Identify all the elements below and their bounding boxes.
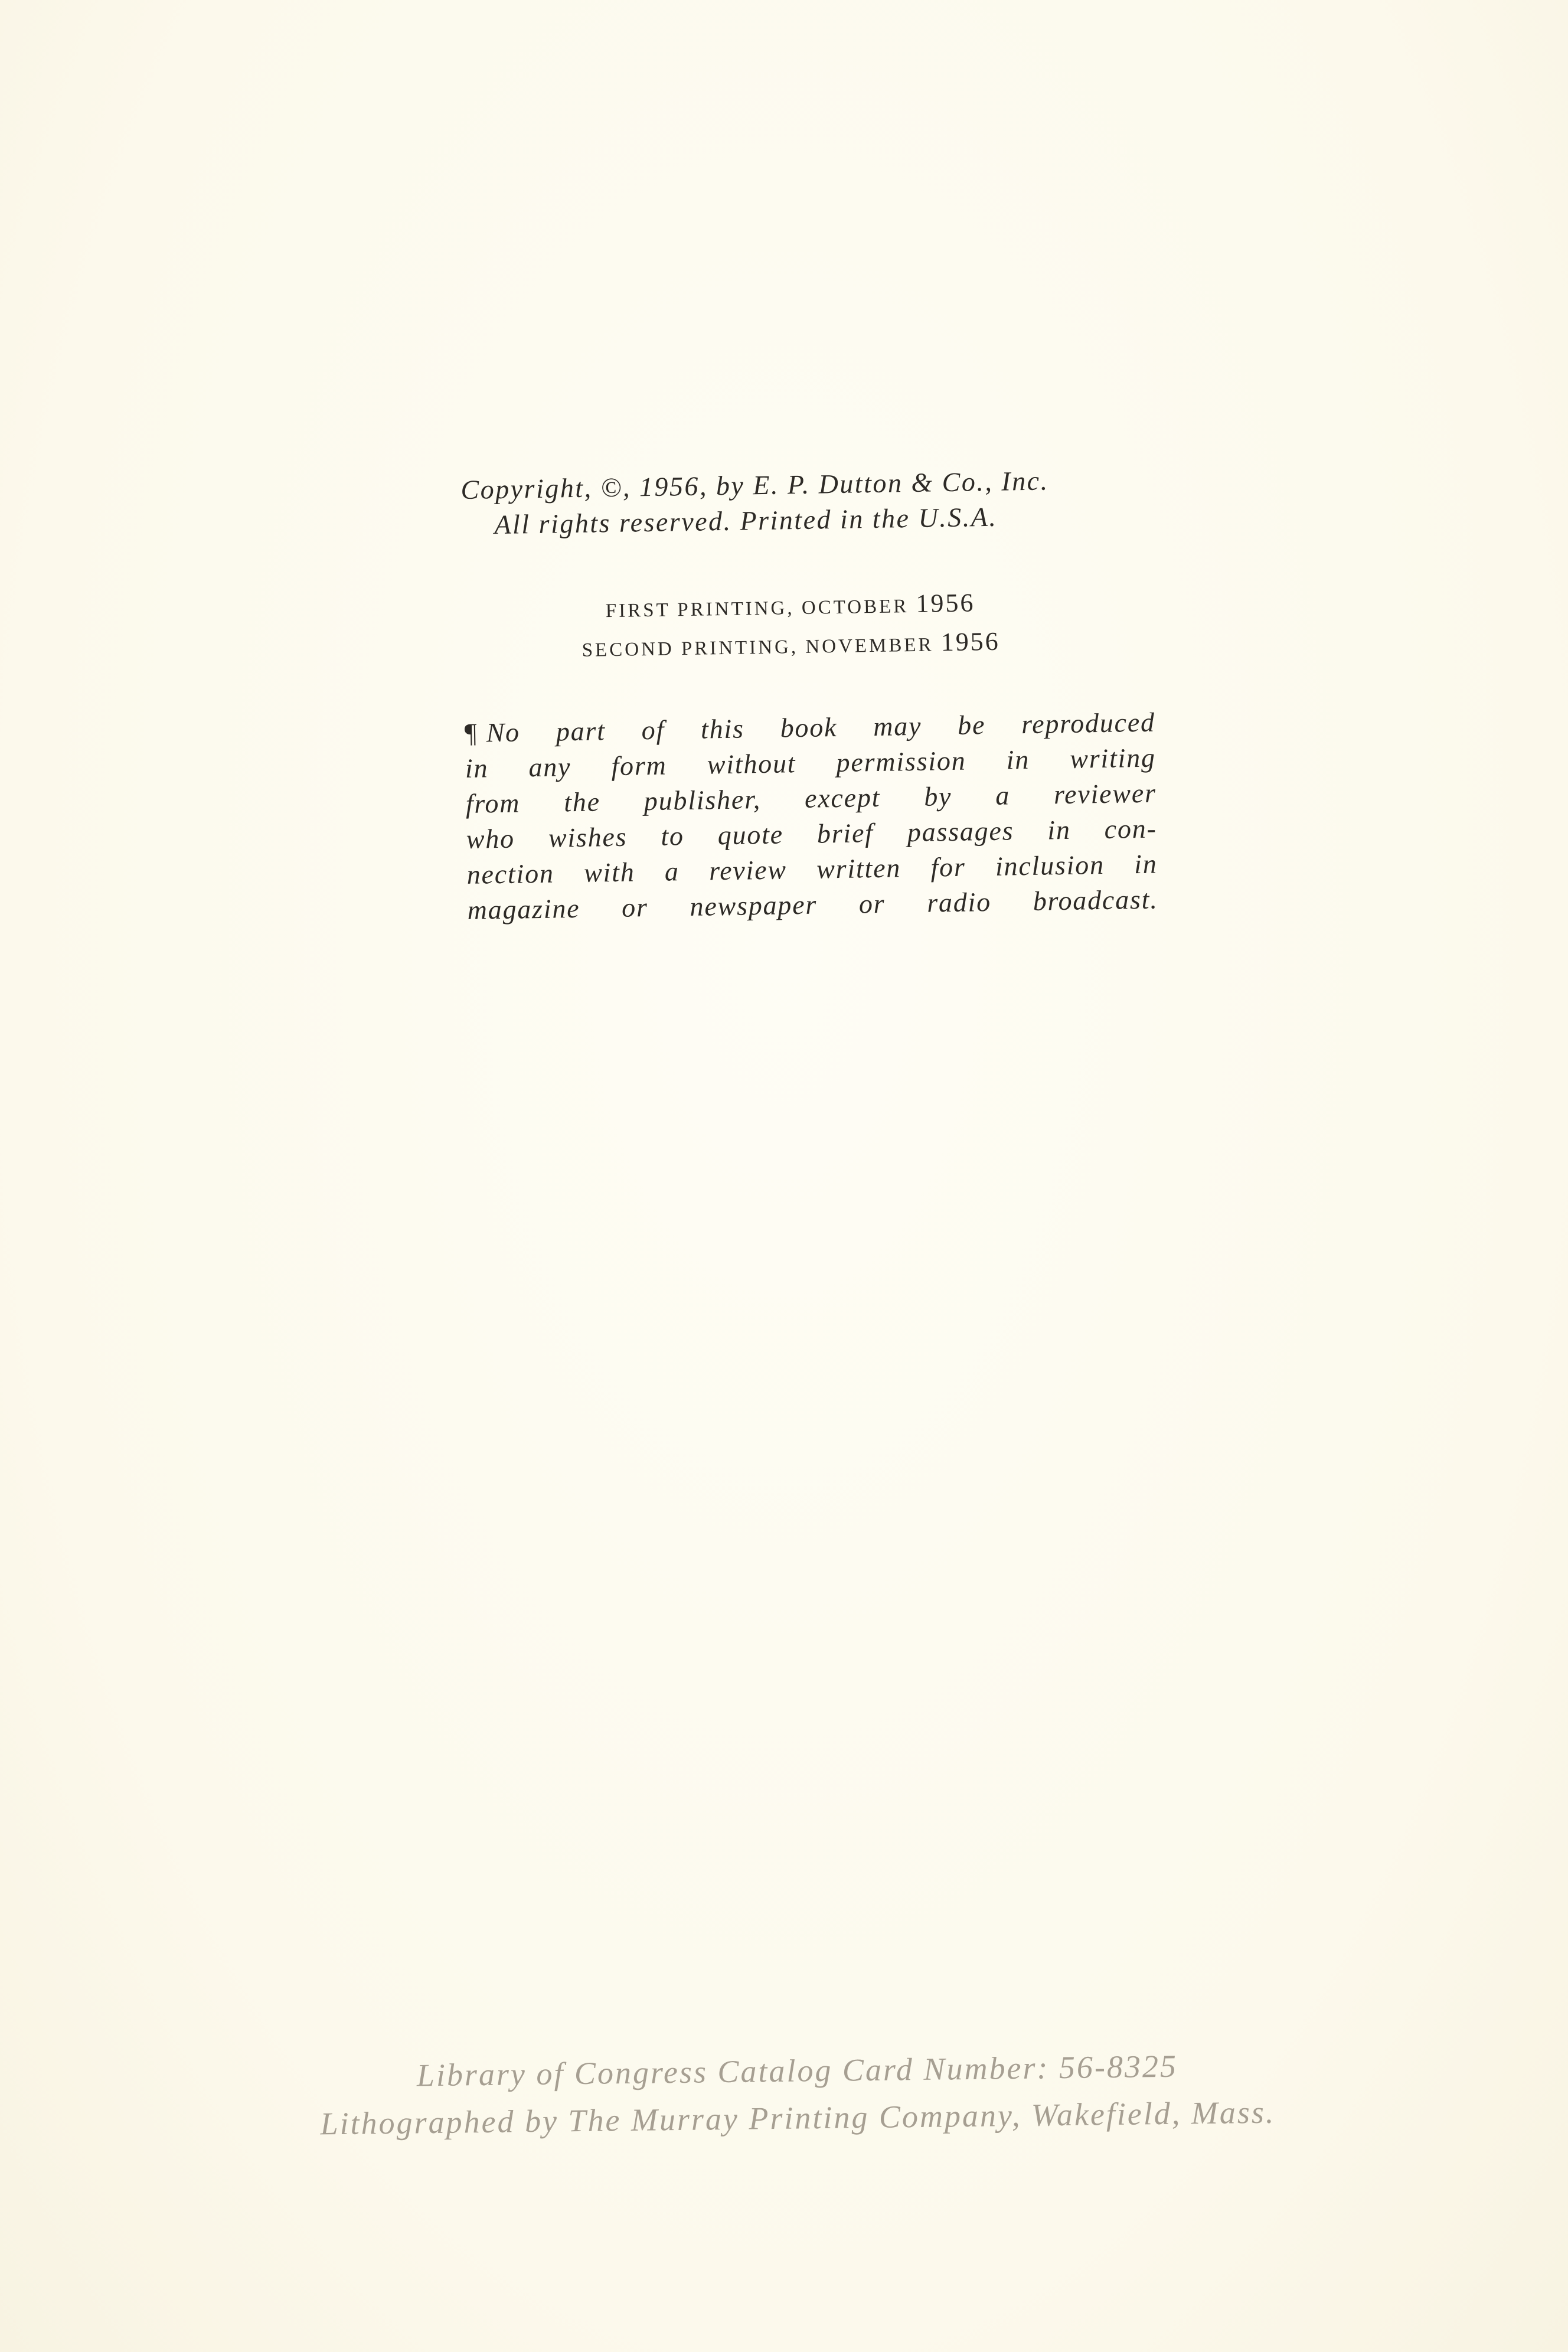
catalog-card-number: Library of Congress Catalog Card Number: 56-8325 <box>416 2048 1178 2093</box>
notice-line-3: from the publisher, except by a reviewer <box>465 778 1157 819</box>
notice-line-6: magazine or newspaper or radio broadcast. <box>467 884 1158 925</box>
notice-line-2: in any form without permission in writing <box>465 742 1157 783</box>
pilcrow-mark: ¶ <box>464 717 478 748</box>
notice-line-1-text: No part of this book may be reproduced <box>486 707 1156 748</box>
first-printing-year: 1956 <box>916 588 975 618</box>
first-printing-label: FIRST PRINTING, OCTOBER <box>605 596 909 622</box>
lithographer-credit: Lithographed by The Murray Printing Company, Wakefield, Mass. <box>320 2094 1276 2142</box>
printing-history <box>462 582 1172 671</box>
second-printing-label: SECOND PRINTING, NOVEMBER <box>582 634 934 661</box>
notice-line-5: nection with a review written for inclusion in <box>466 848 1158 890</box>
second-printing-year: 1956 <box>940 626 1001 657</box>
copyright-notice: Copyright, ©, 1956, by E. P. Dutton & Co., Inc. <box>460 465 1049 505</box>
notice-line-4: who wishes to quote brief passages in con- <box>466 813 1158 854</box>
reproduction-notice <box>464 705 1158 928</box>
copyright-block <box>460 461 1176 928</box>
publication-footer <box>195 2040 1400 2149</box>
rights-reserved-line: All rights reserved. Printed in the U.S.A. <box>494 501 998 540</box>
